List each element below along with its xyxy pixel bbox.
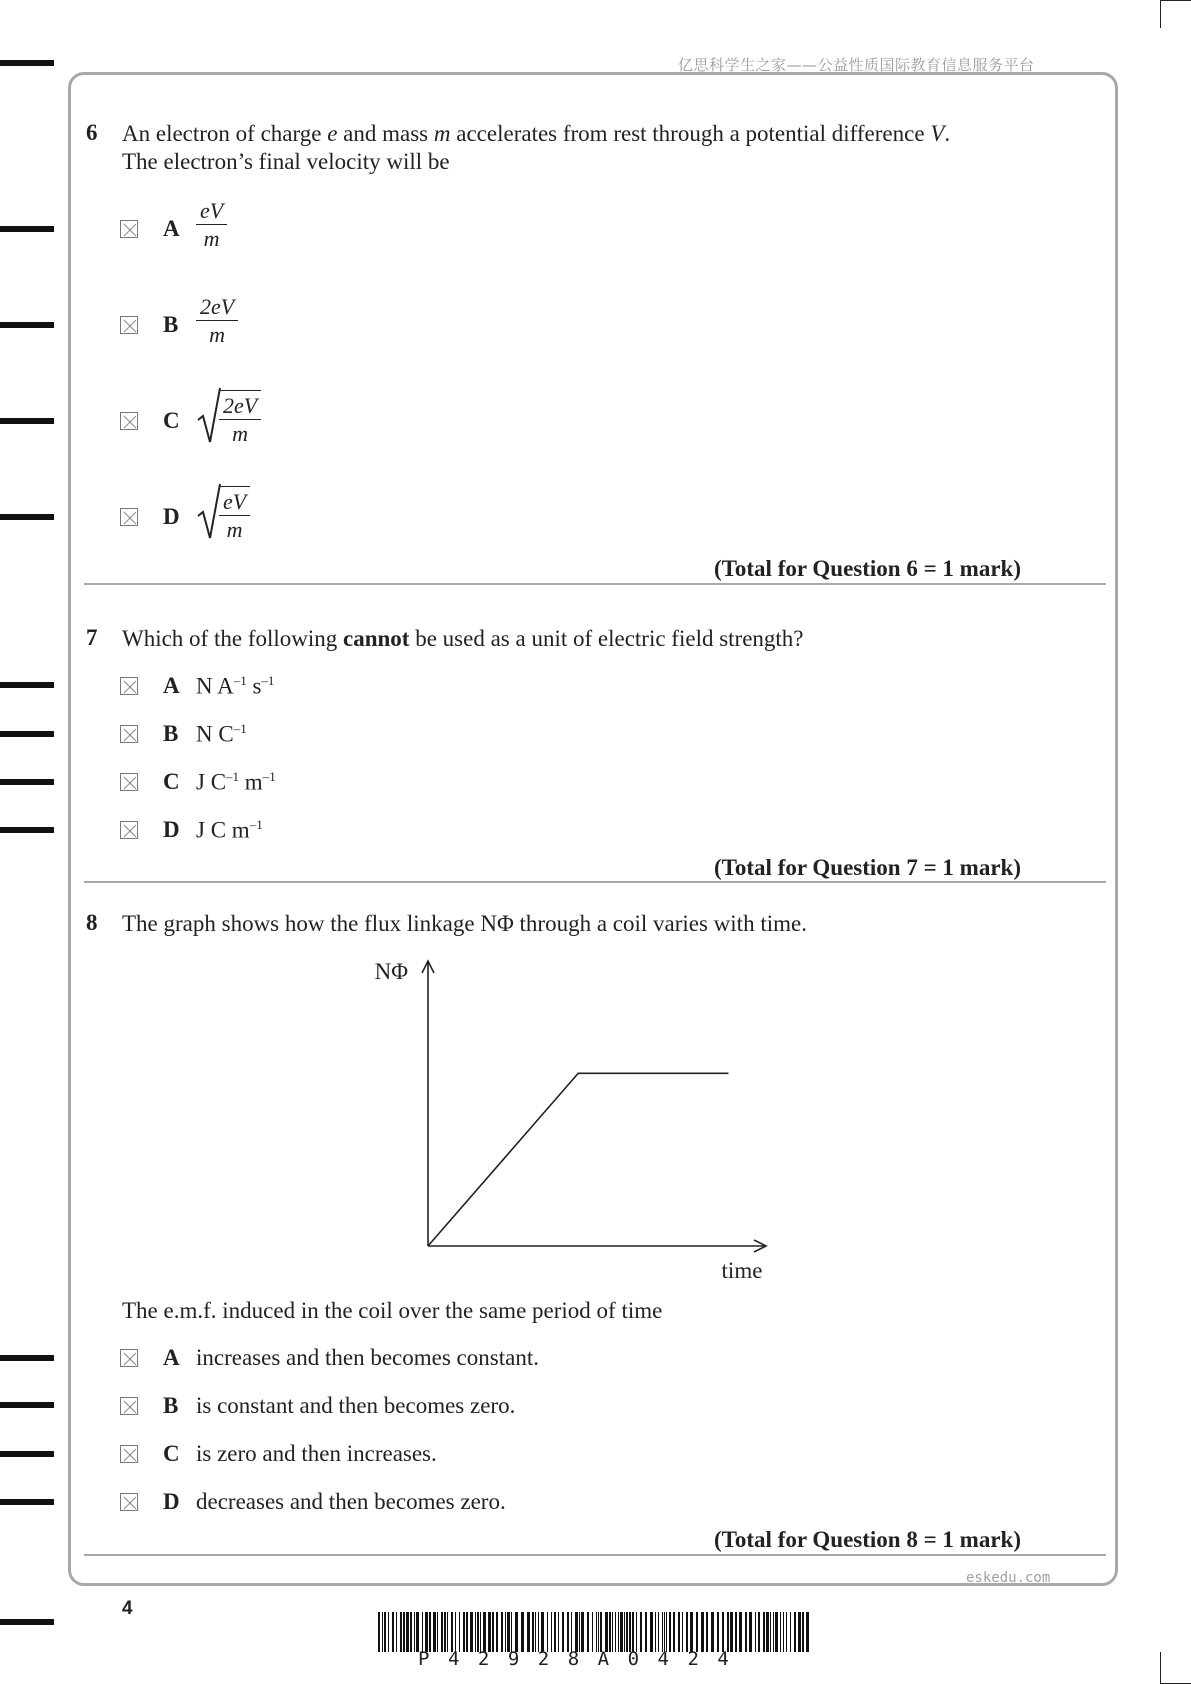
flux-linkage-graph: [360, 950, 780, 1290]
option-letter: B: [163, 1393, 179, 1418]
barcode-bar: [775, 1612, 778, 1652]
option-text: [196, 769, 276, 796]
answer-checkbox[interactable]: [120, 412, 138, 430]
option-letter: A: [163, 1345, 180, 1370]
barcode-bar: [632, 1612, 634, 1652]
barcode-bar: [690, 1612, 693, 1652]
fraction: [219, 390, 261, 448]
series-line: [428, 1073, 728, 1246]
barcode-bar: [554, 1612, 556, 1652]
barcode-bar: [770, 1612, 771, 1652]
option-letter: B: [163, 721, 179, 746]
answer-checkbox[interactable]: [120, 1493, 138, 1511]
fraction-numerator: 2eV: [196, 294, 238, 321]
barcode-bar: [612, 1612, 613, 1652]
page-number: 4: [122, 1598, 133, 1619]
barcode-bar: [755, 1612, 756, 1652]
barcode-bar: [459, 1612, 460, 1652]
edge-mark: [0, 1451, 54, 1457]
watermark-top: 亿思科学生之家——公益性质国际教育信息服务平台: [678, 56, 1035, 74]
crop-mark: [1160, 0, 1191, 1]
barcode-bar: [444, 1612, 446, 1652]
answer-checkbox[interactable]: [120, 725, 138, 743]
text-run: m: [433, 121, 451, 146]
barcode-bar: [682, 1612, 683, 1652]
barcode-bar: [626, 1612, 628, 1652]
question-8-lead: The e.m.f. induced in the coil over the same period of time: [122, 1298, 663, 1323]
barcode-bar: [717, 1612, 719, 1652]
barcode-bar: [496, 1612, 498, 1652]
barcode-bar: [527, 1612, 530, 1652]
barcode-bar: [425, 1612, 428, 1652]
option-text: decreases and then becomes zero.: [196, 1489, 506, 1514]
text-run: and mass: [337, 121, 434, 146]
crop-mark: [1160, 0, 1161, 28]
edge-mark: [0, 682, 54, 688]
barcode-bar: [624, 1612, 625, 1652]
question-divider: [84, 583, 1106, 585]
barcode-bar: [669, 1612, 671, 1652]
barcode-bar: [592, 1612, 593, 1652]
superscript: –1: [233, 721, 247, 736]
text-run: J C: [196, 769, 227, 795]
barcode-bar: [551, 1612, 552, 1652]
edge-mark: [0, 1619, 54, 1625]
barcode-bar: [655, 1612, 656, 1652]
barcode-bar: [571, 1612, 572, 1652]
text-run: J C m: [196, 817, 250, 843]
barcode-bar: [706, 1612, 708, 1652]
barcode-bar: [587, 1612, 589, 1652]
barcode-bar: [437, 1612, 438, 1652]
barcode-bar: [562, 1612, 564, 1652]
edge-mark: [0, 827, 54, 833]
barcode-bar: [722, 1612, 724, 1652]
answer-checkbox[interactable]: [120, 508, 138, 526]
barcode-bar: [696, 1612, 698, 1652]
text-run: m: [239, 769, 263, 795]
fraction: [196, 198, 227, 253]
superscript: –1: [226, 769, 240, 784]
barcode: [378, 1612, 812, 1652]
barcode-bar: [433, 1612, 436, 1652]
barcode-bar: [384, 1612, 386, 1652]
text-run: V: [930, 121, 945, 146]
barcode-bar: [579, 1612, 580, 1652]
barcode-bar: [581, 1612, 584, 1652]
barcode-bar: [392, 1612, 394, 1652]
answer-checkbox[interactable]: [120, 773, 138, 791]
barcode-bar: [480, 1612, 481, 1652]
option-letter: C: [163, 408, 180, 433]
barcode-bar: [414, 1612, 415, 1652]
question-divider: [84, 1554, 1106, 1556]
barcode-bar: [410, 1612, 412, 1652]
barcode-bar: [786, 1612, 787, 1652]
fraction-numerator: eV: [196, 198, 227, 225]
barcode-bar: [441, 1612, 443, 1652]
barcode-bar: [403, 1612, 405, 1652]
edge-mark: [0, 418, 54, 424]
barcode-bar: [547, 1612, 548, 1652]
barcode-bar: [802, 1612, 804, 1652]
text-run: be used as a unit of electric field strength?: [409, 626, 804, 651]
barcode-bar: [396, 1612, 397, 1652]
barcode-bar: [780, 1612, 781, 1652]
barcode-bar: [664, 1612, 665, 1652]
barcode-bar: [507, 1612, 510, 1652]
question-8-total: (Total for Question 8 = 1 mark): [714, 1527, 1021, 1552]
barcode-bar: [492, 1612, 494, 1652]
barcode-bar: [745, 1612, 747, 1652]
text-run: N A: [196, 673, 234, 699]
barcode-bar: [620, 1612, 623, 1652]
option-letter: D: [163, 817, 180, 842]
text-run: The electron’s final velocity will be: [122, 149, 450, 174]
barcode-text: P42928A0424: [418, 1648, 748, 1670]
barcode-bar: [422, 1612, 423, 1652]
y-axis-label: NΦ: [374, 959, 408, 984]
barcode-bar: [416, 1612, 419, 1652]
edge-mark: [0, 1499, 54, 1505]
question-7-text: [122, 625, 804, 653]
barcode-bar: [463, 1612, 465, 1652]
barcode-bar: [455, 1612, 456, 1652]
barcode-bar: [477, 1612, 479, 1652]
option-text: [196, 721, 247, 748]
option-letter: B: [163, 312, 179, 337]
answer-checkbox[interactable]: [120, 1445, 138, 1463]
barcode-bar: [447, 1612, 448, 1652]
barcode-bar: [382, 1612, 383, 1652]
barcode-bar: [505, 1612, 506, 1652]
barcode-bar: [388, 1612, 389, 1652]
barcode-bar: [618, 1612, 619, 1652]
barcode-bar: [739, 1612, 742, 1652]
barcode-bar: [773, 1612, 774, 1652]
edge-mark: [0, 226, 54, 232]
barcode-bar: [470, 1612, 473, 1652]
barcode-bar: [758, 1612, 760, 1652]
question-6-text: [122, 120, 1082, 176]
option-text: [196, 817, 263, 844]
question-7-total: (Total for Question 7 = 1 mark): [714, 855, 1021, 880]
option-text: increases and then becomes constant.: [196, 1345, 539, 1370]
option-letter: D: [163, 1489, 180, 1514]
barcode-bar: [609, 1612, 611, 1652]
barcode-bar: [535, 1612, 536, 1652]
answer-checkbox[interactable]: [120, 1397, 138, 1415]
fraction-denominator: m: [209, 322, 226, 347]
option-text: [196, 673, 274, 700]
edge-mark: [0, 1402, 54, 1408]
barcode-bar: [730, 1612, 733, 1652]
question-8-number: 8: [86, 910, 98, 935]
option-text: is zero and then increases.: [196, 1441, 437, 1466]
barcode-bar: [783, 1612, 784, 1652]
barcode-bar: [636, 1612, 637, 1652]
edge-mark: [0, 514, 54, 520]
x-axis-label: time: [721, 1258, 763, 1283]
barcode-bar: [686, 1612, 688, 1652]
barcode-bar: [596, 1612, 597, 1652]
text-run: An electron of charge: [122, 121, 328, 146]
fraction-numerator: eV: [219, 489, 250, 516]
question-7-number: 7: [86, 625, 98, 650]
fraction-denominator: m: [226, 517, 243, 542]
barcode-bar: [763, 1612, 765, 1652]
answer-checkbox[interactable]: [120, 316, 138, 334]
edge-mark: [0, 1355, 54, 1361]
barcode-bar: [406, 1612, 409, 1652]
barcode-bar: [766, 1612, 769, 1652]
question-6-number: 6: [86, 120, 98, 145]
barcode-bar: [658, 1612, 659, 1652]
barcode-bar: [488, 1612, 491, 1652]
text-run-bold: cannot: [343, 626, 410, 651]
option-letter: D: [163, 504, 180, 529]
edge-mark: [0, 731, 54, 737]
barcode-bar: [575, 1612, 578, 1652]
barcode-bar: [605, 1612, 608, 1652]
barcode-bar: [378, 1612, 380, 1652]
question-6-total: (Total for Question 6 = 1 mark): [714, 556, 1021, 581]
barcode-bar: [749, 1612, 752, 1652]
text-run: N C: [196, 721, 234, 747]
superscript: –1: [249, 817, 263, 832]
barcode-bar: [521, 1612, 524, 1652]
barcode-bar: [640, 1612, 642, 1652]
superscript: –1: [233, 673, 247, 688]
barcode-bar: [794, 1612, 796, 1652]
barcode-bar: [429, 1612, 431, 1652]
barcode-bar: [532, 1612, 534, 1652]
text-run: .: [944, 121, 951, 146]
barcode-bar: [483, 1612, 486, 1652]
fraction-denominator: m: [232, 421, 249, 446]
text-run: e: [327, 121, 338, 146]
barcode-bar: [645, 1612, 647, 1652]
fraction-numerator: 2eV: [219, 393, 261, 420]
barcode-bar: [678, 1612, 680, 1652]
barcode-bar: [662, 1612, 663, 1652]
option-text: is constant and then becomes zero.: [196, 1393, 516, 1418]
barcode-bar: [735, 1612, 737, 1652]
barcode-bar: [711, 1612, 714, 1652]
barcode-bar: [727, 1612, 729, 1652]
fraction: [196, 294, 238, 349]
barcode-bar: [466, 1612, 468, 1652]
barcode-bar: [615, 1612, 616, 1652]
superscript: –1: [261, 673, 275, 688]
barcode-bar: [515, 1612, 518, 1652]
crop-mark: [1160, 1652, 1161, 1684]
edge-mark: [0, 60, 54, 66]
edge-mark: [0, 779, 54, 785]
barcode-bar: [451, 1612, 453, 1652]
barcode-bar: [501, 1612, 503, 1652]
barcode-bar: [666, 1612, 667, 1652]
superscript: –1: [262, 769, 276, 784]
watermark-bottom: eskedu.com: [966, 1570, 1051, 1586]
option-letter: C: [163, 1441, 180, 1466]
fraction: [219, 486, 250, 544]
question-8-text: The graph shows how the flux linkage NΦ through a coil varies with time.: [122, 911, 807, 936]
barcode-bar: [567, 1612, 569, 1652]
question-divider: [84, 881, 1106, 883]
edge-mark: [0, 322, 54, 328]
barcode-bar: [629, 1612, 631, 1652]
barcode-bar: [511, 1612, 512, 1652]
answer-checkbox[interactable]: [120, 1349, 138, 1367]
fraction-denominator: m: [203, 226, 220, 251]
barcode-bar: [600, 1612, 602, 1652]
barcode-bar: [538, 1612, 539, 1652]
answer-checkbox[interactable]: [120, 677, 138, 695]
text-run: Which of the following: [122, 626, 344, 651]
text-run: s: [246, 673, 262, 699]
answer-checkbox[interactable]: [120, 821, 138, 839]
barcode-bar: [541, 1612, 544, 1652]
option-letter: C: [163, 769, 180, 794]
barcode-bar: [475, 1612, 476, 1652]
barcode-bar: [790, 1612, 791, 1652]
barcode-bar: [558, 1612, 559, 1652]
barcode-bar: [798, 1612, 801, 1652]
barcode-bar: [598, 1612, 599, 1652]
answer-checkbox[interactable]: [120, 220, 138, 238]
barcode-bar: [400, 1612, 402, 1652]
text-run: accelerates from rest through a potential difference: [450, 121, 931, 146]
option-letter: A: [163, 216, 180, 241]
barcode-bar: [650, 1612, 653, 1652]
option-letter: A: [163, 673, 180, 698]
barcode-bar: [673, 1612, 675, 1652]
barcode-bar: [701, 1612, 704, 1652]
barcode-bar: [806, 1612, 809, 1652]
